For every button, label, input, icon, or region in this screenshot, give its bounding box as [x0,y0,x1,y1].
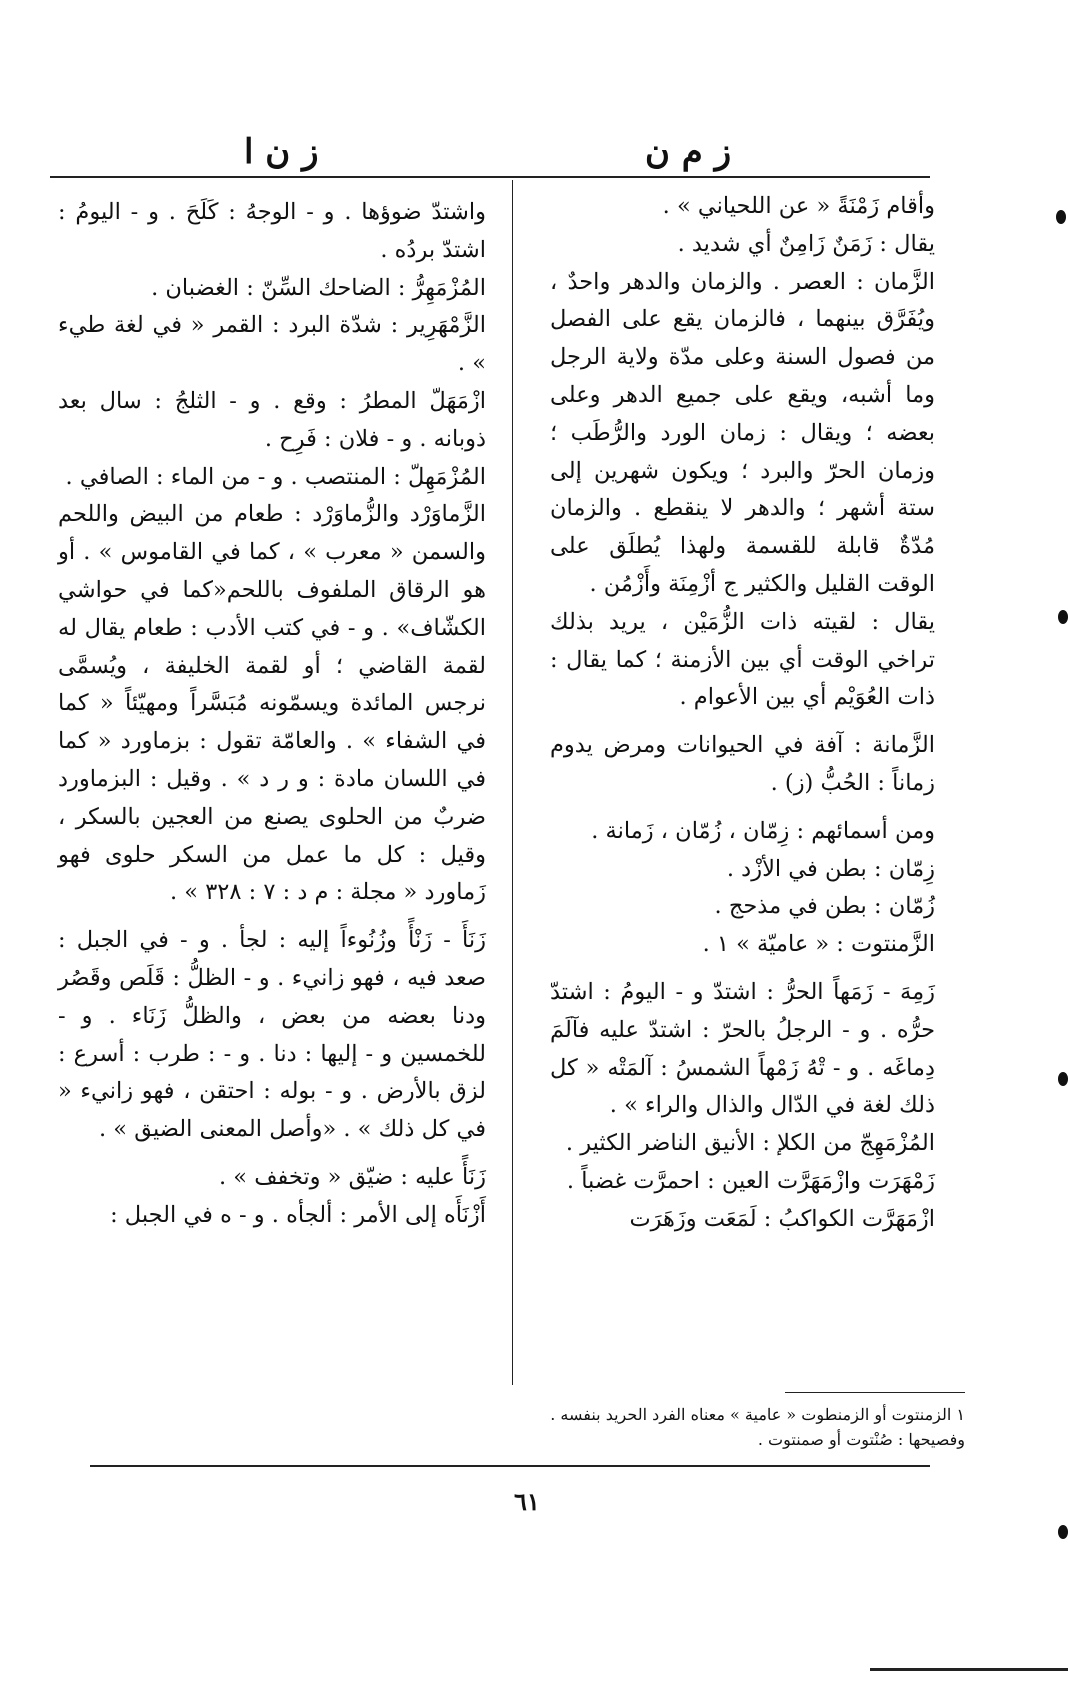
right-column [550,188,935,1239]
entry: زَمْهَرَت وازْمَهَرَّت العين : احمرَّت غضباً . [566,1167,935,1194]
entry: الزَّمان : العصر . والزمان والدهر واحدٌ ، ويُفَرَّق بينهما ، فالزمان يقع على الفصل من فصول السنة وعلى مدّة ولاية الرجل وما أشبه، ويقع على جميع الدهر وعلى بعضه ؛ ويقال : زمان الورد والرُّطَب ؛ وزمان الحرّ والبرد ؛ ويكون شهرين إلى ستة أشهر ؛ والدهر لا ينقطع . والزمان مُدّةٌ قابلة للقسمة ولهذا يُطلَق على الوقت القليل والكثير ج أزْمِنَة وأَزْمُن . [550,268,935,597]
entry: ومن أسمائهم : زِمّان ، زُمّان ، زَمانة . [591,817,935,844]
entry: يقال : زَمَنٌ زَامِنٌ أي شديد . [677,230,935,257]
entry: واشتدّ ضوؤها . و - الوجهُ : كَلَحَ . و - اليومُ : اشتدّ بردُه . [58,199,486,263]
page-number: ٦١ [514,1487,540,1516]
entry: زُمّان : بطن في مذحج . [714,893,935,920]
header-root-right: ز م ن [645,132,732,172]
entry: الزَّماوَرْد والزُّماوَرْد : طعام من البيض واللحم والسمن « معرب » ، كما في القاموس » . أو هو الرقاق الملفوف باللحم«كما في حواشي الكشّاف» . و - في كتب الأدب : طعام يقال له لقمة القاضي ؛ أو لقمة الخليفة ، ويُسمَّى نرجس المائدة ويسمّونه مُبَسَّراً ومهيّئاً « كما في الشفاء » . والعامّة تقول : بزماورد « كما في اللسان مادة : و ر د » . وقيل : البزماورد ضربٌ من الحلوى يصنع من العجين بالسكر ، وقيل : كل ما عمل من السكر حلوى فهو زَماورد « مجلة : م د : ٧ : ٣٢٨ » . [58,501,486,906]
entry: الزَّمنتوت : « عاميّة » ١ . [702,931,935,958]
entry: يقال : لقيته ذات الزُّمَيْن ، يريد بذلك تراخي الوقت أي بين الأزمنة ؛ كما يقال : ذات العُوَيْم أي بين الأعوام . [550,608,935,711]
binding-hole-mark [1058,1072,1068,1086]
bottom-edge-line [870,1668,1068,1671]
entry: ازْمَهَرَّت الكواكبُ : لَمَعَت وزَهَرَت [629,1205,935,1232]
binding-hole-mark [1058,1525,1068,1539]
entry: ازْمَهَلّ المطرُ : وقع . و - الثلجُ : سال بعد ذوبانه . و - فلان : فَرِح . [58,387,486,452]
entry: زَنَأً عليه : ضيّق « وتخفف » . [218,1163,486,1190]
header-root-left: ز ن ا [244,132,319,172]
entry: الزَّمانة : آفة في الحيوانات ومرض يدوم زماناً : الحُبُّ (ز) . [550,732,935,796]
entry: زَمِهَ - زَمَهاً الحرُّ : اشتدّ و - اليومُ : اشتدّ حرُّه . و - الرجلُ بالحرّ : اشتدّ عليه فآلَمَ دِماغَه . و - تْهُ زَمْهاً الشمسُ : آلمَتْه « كل ذلك لغة في الدّال والذال والراء » . [550,978,935,1119]
entry: المُزْمَهِلّ : المنتصب . و - من الماء : الصافي . [65,463,486,490]
column-divider [512,180,513,1385]
entry: أَزْنَأَه إلى الأمر : ألجأه . و - ه في الجبل : [110,1201,486,1228]
entry: المُزْمَهِرُّ : الضاحك السِّنّ : الغضبان . [151,274,486,301]
entry: زِمّان : بطن في الأزْد . [726,855,935,882]
footer-rule [90,1465,930,1467]
header-rule [50,176,930,178]
entry: زَنَأَ - زَنْأً وزُنُوءاً إليه : لجأ . و - في الجبل : صعد فيه ، فهو زانيء . و - الظلُّ : قَلَص وقَصُر ودنا بعضه من بعض ، والظلُّ زَنَاء . و - للخمسين و - إليها : دنا . و - : طرب : أسرع : لزق بالأرض . و - بوله : احتقن ، فهو زانيء « في كل ذلك » . «وأصل المعنى الضيق » . [58,927,486,1143]
left-column [58,194,486,1235]
binding-hole-mark [1056,210,1066,224]
binding-hole-mark [1058,610,1068,624]
entry: المُزْمَهِجّ من الكلإ : الأنيق الناضر الكثير . [565,1130,935,1157]
entry: الزَّمْهَرِير : شدّة البرد : القمر « في لغة طيء » . [58,312,486,377]
entry: وأقام زَمْنَةً « عن اللحياني » . [662,193,935,219]
footnote: ١ الزمنتوت أو الزمنطوت « عامية » معناه الفرد الحريد بنفسه . وفصيحها : صُنْتوت أو صمنتوت . [550,1405,965,1449]
footnote-rule [785,1392,965,1393]
